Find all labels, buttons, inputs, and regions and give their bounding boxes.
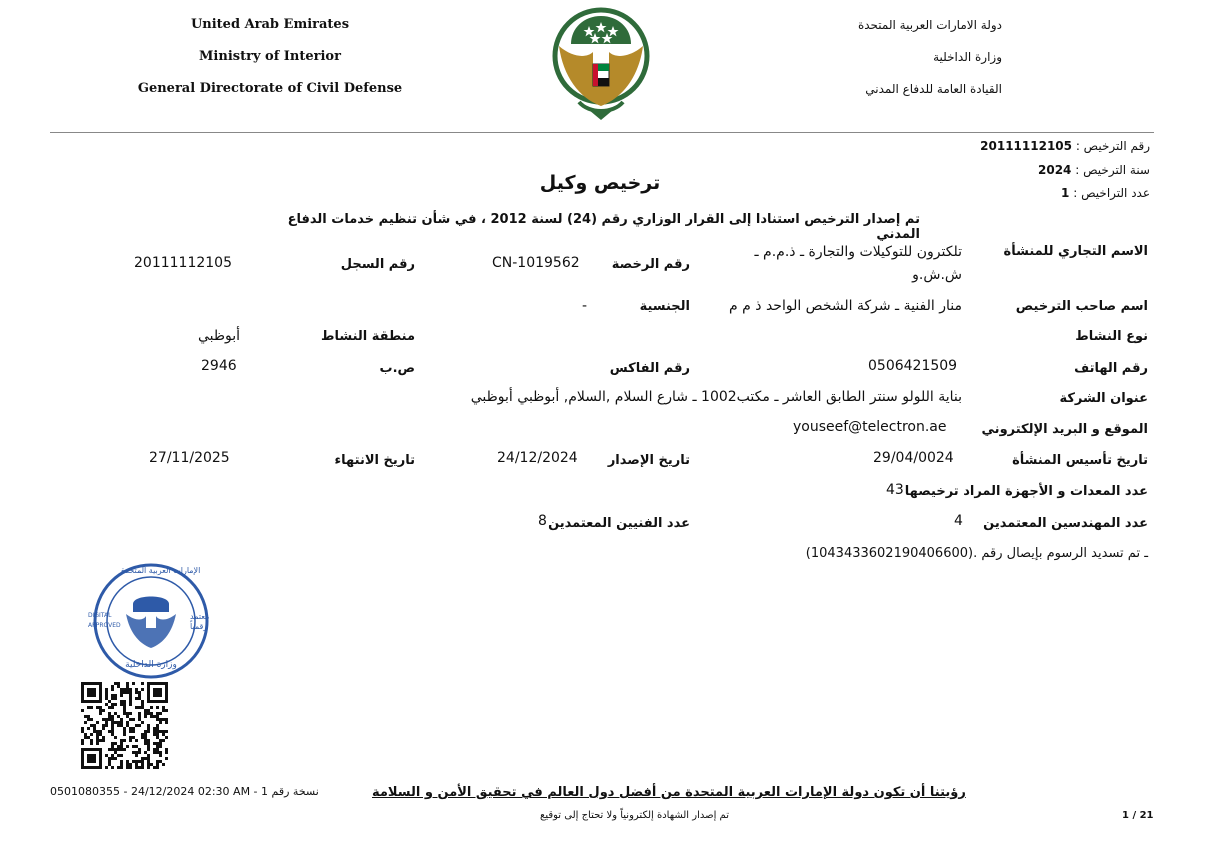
trade-name-value-line1: تلكترون للتوكيلات والتجارة ـ ذ.م.م ـ	[754, 244, 962, 260]
established-value: 29/04/0024	[873, 450, 954, 466]
meta-license-no	[890, 139, 1150, 153]
technicians-count-value: 8	[538, 513, 547, 529]
fees-note: ـ تم تسديد الرسوم بإيصال رقم .(1043433602190406600)	[805, 546, 1148, 561]
phone-value: 0506421509	[868, 358, 958, 374]
activity-area-value: أبوظبي	[197, 328, 240, 344]
registry-value: 20111112105	[134, 255, 232, 271]
activity-type-label: نوع النشاط	[1075, 329, 1148, 344]
header-en-country: United Arab Emirates	[190, 17, 350, 32]
nationality-label: الجنسية	[639, 299, 690, 314]
digital-approval-stamp	[86, 562, 216, 680]
qr-code-icon	[80, 681, 172, 771]
nationality-value: -	[582, 298, 588, 314]
owner-value: منار الفنية ـ شركة الشخص الواحد ذ م م	[729, 298, 962, 314]
trade-name-label: الاسم التجاري للمنشأة	[1003, 244, 1148, 259]
meta-license-count-label: عدد التراخيص :	[1073, 186, 1150, 200]
header-ar-directorate: القيادة العامة للدفاع المدني	[865, 82, 1002, 96]
issue-date-label: تاريخ الإصدار	[607, 453, 690, 468]
activity-area-label: منطقة النشاط	[320, 329, 415, 344]
expiry-date-value: 27/11/2025	[149, 450, 230, 466]
equipment-count-label: عدد المعدات و الأجهزة المراد ترخيصها	[904, 484, 1148, 499]
engineers-count-value: 4	[954, 513, 963, 529]
email-value: youseef@telectron.ae	[793, 419, 947, 435]
header-ar-ministry: وزارة الداخلية	[933, 50, 1002, 64]
stamp-right-text1: معتمد	[190, 612, 210, 621]
electronic-issue-note: تم إصدار الشهادة إلكترونياً ولا تحتاج إلى توقيع	[540, 810, 729, 821]
stamp-bottom-text: وزارة الداخلية	[125, 660, 177, 670]
header-en-ministry: Ministry of Interior	[199, 49, 341, 64]
address-value: بناية اللولو سنتر الطابق العاشر ـ مكتب1002 ـ شارع السلام ,السلام, أبوظبي أبوظبي	[470, 389, 962, 405]
meta-license-year-label: سنة الترخيص :	[1075, 163, 1150, 177]
stamp-top-text: الإمارات العربية المتحدة	[121, 566, 201, 575]
owner-label: اسم صاحب الترخيص	[1015, 299, 1148, 314]
vision-statement: رؤيتنا أن تكون دولة الإمارات العربية المتحدة من أفضل دول العالم في تحقيق الأمن و السلامة	[372, 785, 966, 800]
document-title: ترخيص وكيل	[539, 172, 661, 194]
license-number-label: رقم الرخصة	[611, 257, 690, 272]
engineers-count-label: عدد المهندسين المعتمدين	[983, 516, 1148, 531]
print-info: 0501080355 - 24/12/2024 02:30 AM - نسخة رقم 1	[50, 785, 319, 798]
established-label: تاريخ تأسيس المنشأة	[1012, 453, 1148, 468]
header-divider	[50, 132, 1154, 133]
page-number: 1 / 21	[1122, 810, 1154, 821]
email-label: الموقع و البريد الإلكتروني	[981, 422, 1148, 437]
meta-license-year	[890, 163, 1150, 177]
stamp-left-text2: APPROVED	[88, 622, 121, 629]
document-subtitle: تم إصدار الترخيص استنادا إلى القرار الوزاري رقم (24) لسنة 2012 ، في شأن تنظيم خدمات الدفاع المدني	[287, 212, 920, 242]
equipment-count-value: 43	[886, 482, 904, 498]
trade-name-value-line2: ش.ش.و	[912, 267, 962, 283]
phone-label: رقم الهاتف	[1074, 361, 1148, 376]
expiry-date-label: تاريخ الانتهاء	[334, 453, 415, 468]
pobox-value: 2946	[201, 358, 237, 374]
technicians-count-label: عدد الفنيين المعتمدين	[548, 516, 690, 531]
header-ar-country: دولة الامارات العربية المتحدة	[857, 18, 1002, 32]
moi-emblem-icon	[549, 6, 653, 124]
meta-license-count-value: 1	[1061, 186, 1070, 200]
issue-date-value: 24/12/2024	[497, 450, 578, 466]
stamp-left-text1: DIGITAL	[88, 612, 112, 619]
pobox-label: ص.ب	[379, 361, 415, 376]
registry-label: رقم السجل	[340, 257, 415, 272]
fax-label: رقم الفاكس	[609, 361, 690, 376]
meta-license-year-value: 2024	[1038, 163, 1072, 177]
meta-license-count	[890, 186, 1150, 200]
meta-license-no-value: 20111112105	[980, 139, 1072, 153]
license-number-value: CN-1019562	[492, 255, 580, 271]
meta-license-no-label: رقم الترخيص :	[1075, 139, 1150, 153]
header-en-directorate: General Directorate of Civil Defense	[137, 81, 403, 96]
address-label: عنوان الشركة	[1059, 391, 1148, 406]
stamp-right-text2: رقمياً	[190, 622, 208, 631]
